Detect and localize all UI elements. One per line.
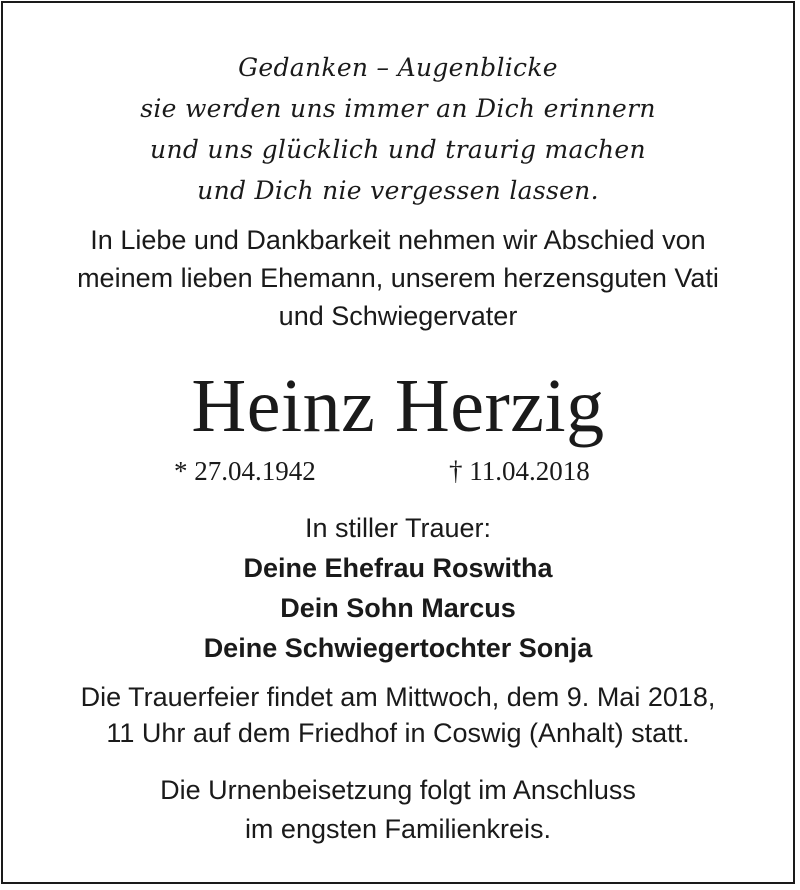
deceased-name: Heinz Herzig bbox=[191, 364, 605, 448]
memorial-poem bbox=[3, 47, 793, 211]
poem-line: Gedanken – Augenblicke bbox=[238, 53, 558, 82]
poem-line: und Dich nie vergessen lassen. bbox=[197, 176, 599, 205]
mourner-name: Deine Ehefrau Roswitha bbox=[243, 553, 553, 583]
poem-line: und uns glücklich und traurig machen bbox=[150, 135, 646, 164]
urn-burial-info bbox=[3, 771, 793, 849]
service-line: Die Trauerfeier findet am Mittwoch, dem 9. Mai 2018, bbox=[80, 682, 716, 712]
mourners-heading: In stiller Trauer: bbox=[304, 513, 492, 543]
intro-line: meinem lieben Ehemann, unserem herzensguten Vati bbox=[77, 263, 719, 293]
service-line: 11 Uhr auf dem Friedhof in Coswig (Anhalt) statt. bbox=[106, 718, 690, 748]
farewell-intro bbox=[3, 221, 793, 335]
funeral-service-info bbox=[3, 679, 793, 751]
birth-date: * 27.04.1942 bbox=[174, 456, 316, 486]
intro-line: und Schwiegervater bbox=[278, 301, 518, 331]
obituary-notice bbox=[1, 1, 795, 884]
burial-line: Die Urnenbeisetzung folgt im Anschluss bbox=[160, 775, 636, 805]
burial-line: im engsten Familienkreis. bbox=[244, 814, 552, 844]
mourner-name: Deine Schwiegertochter Sonja bbox=[203, 633, 593, 663]
death-date: † 11.04.2018 bbox=[449, 456, 590, 486]
mourner-name: Dein Sohn Marcus bbox=[280, 593, 516, 623]
poem-line: sie werden uns immer an Dich erinnern bbox=[140, 94, 656, 123]
intro-line: In Liebe und Dankbarkeit nehmen wir Abschied von bbox=[90, 225, 706, 255]
mourners-block bbox=[3, 508, 793, 668]
